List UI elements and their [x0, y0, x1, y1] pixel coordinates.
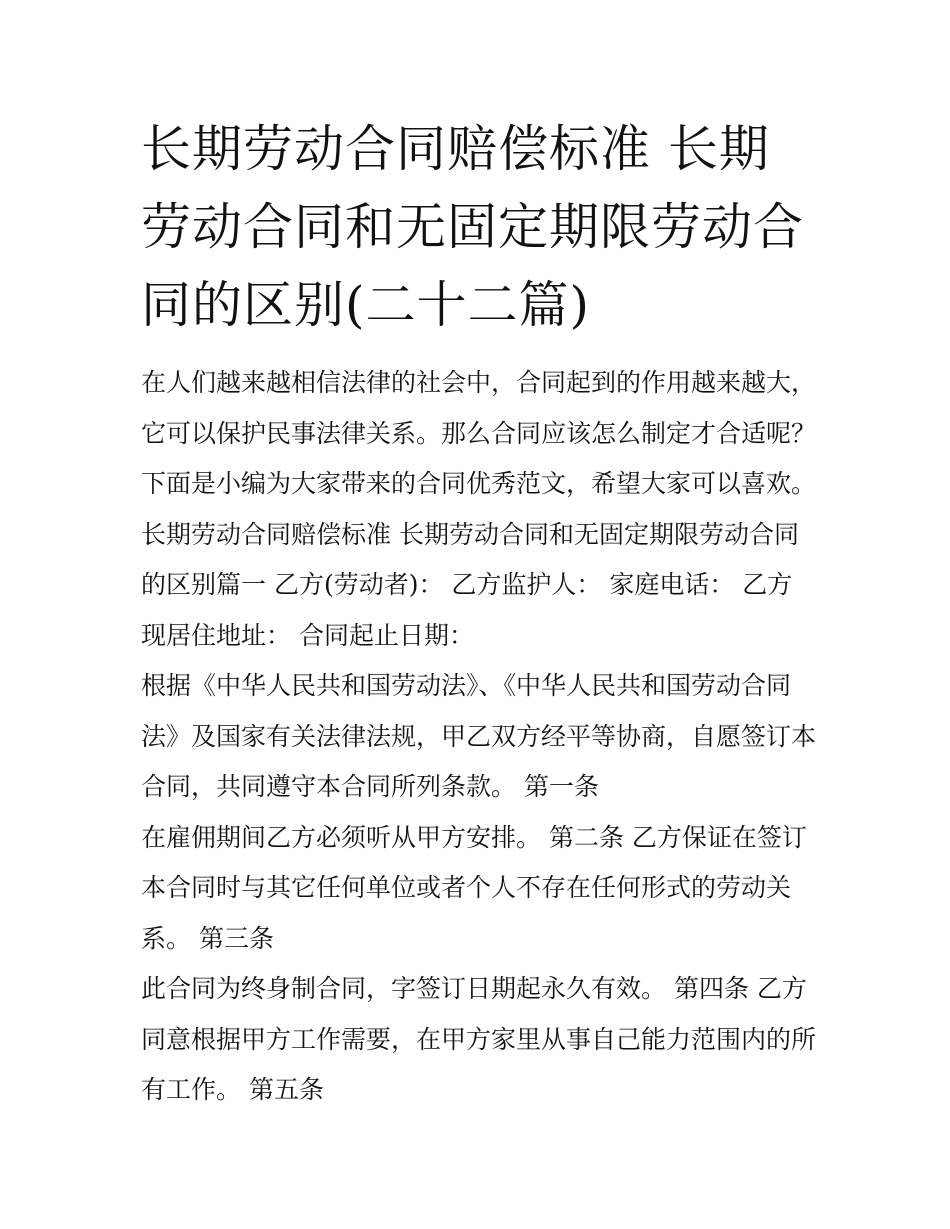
paragraph-legal-basis: 根据《中华人民共和国劳动法》、《中华人民共和国劳动合同法》及国家有关法律法规，甲乙双方经平等协商，自愿签订本合同，共同遵守本合同所列条款。 第一条	[141, 671, 817, 801]
document-title: 长期劳动合同赔偿标准 长期劳动合同和无固定期限劳动合同的区别(二十二篇)	[141, 120, 804, 334]
document-body	[141, 110, 816, 1116]
document-paragraphs	[141, 358, 816, 1116]
paragraph-parties: 长期劳动合同赔偿标准 长期劳动合同和无固定期限劳动合同的区别篇一 乙方(劳动者)： 乙方监护人： 家庭电话： 乙方现居住地址： 合同起止日期：	[141, 519, 799, 650]
paragraph-intro: 在人们越来越相信法律的社会中，合同起到的作用越来越大，它可以保护民事法律关系。那么合同应该怎么制定才合适呢？下面是小编为大家带来的合同优秀范文，希望大家可以喜欢。	[141, 368, 817, 498]
paragraph-article-1-2: 在雇佣期间乙方必须听从甲方安排。 第二条 乙方保证在签订本合同时与其它任何单位或者个人不存在任何形式的劳动关系。 第三条	[141, 822, 807, 953]
paragraph-article-3-4: 此合同为终身制合同，字签订日期起永久有效。 第四条 乙方同意根据甲方工作需要，在甲方家里从事自己能力范围内的所有工作。 第五条	[141, 974, 817, 1104]
